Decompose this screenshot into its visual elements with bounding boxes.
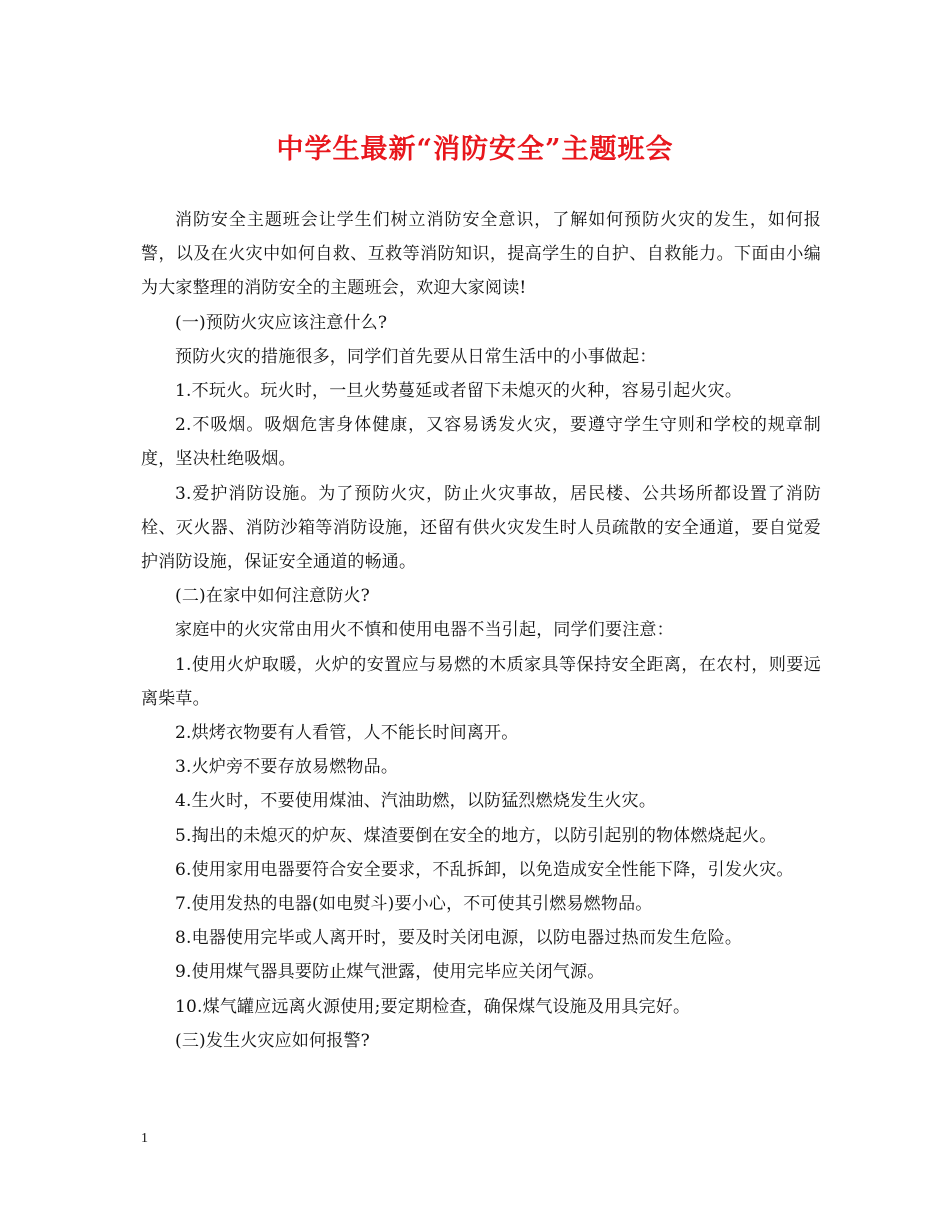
list-item: 4.生火时，不要使用煤油、汽油助燃，以防猛烈燃烧发生火灾。 (175, 791, 657, 812)
list-item: 6.使用家用电器要符合安全要求，不乱拆卸，以免造成安全性能下降，引发火灾。 (175, 859, 794, 880)
list-item: 1.使用火炉取暖，火炉的安置应与易燃的木质家具等保持安全距离，在农村，则要远离柴草。 (141, 654, 821, 709)
list-item: 7.使用发热的电器(如电熨斗)要小心，不可使其引燃易燃物品。 (175, 894, 653, 915)
document-body (141, 203, 821, 1058)
list-item: 5.掏出的未熄灭的炉灰、煤渣要倒在安全的地方，以防引起别的物体燃烧起火。 (175, 825, 777, 846)
section-heading-3: (三)发生火灾应如何报警? (175, 1030, 370, 1051)
list-item: 2.不吸烟。吸烟危害身体健康，又容易诱发火灾，要遵守学生守则和学校的规章制度，坚决杜绝吸烟。 (141, 415, 821, 470)
paragraph: 家庭中的火灾常由用火不慎和使用电器不当引起，同学们要注意： (175, 620, 674, 641)
list-item: 10.煤气罐应远离火源使用;要定期检查，确保煤气设施及用具完好。 (175, 996, 691, 1017)
page-title: 中学生最新“消防安全”主题班会 (276, 134, 674, 165)
list-item: 2.烘烤衣物要有人看管，人不能长时间离开。 (175, 723, 519, 744)
list-item: 3.爱护消防设施。为了预防火灾，防止火灾事故，居民楼、公共场所都设置了消防栓、灭火器、消防沙箱等消防设施，还留有供火灾发生时人员疏散的安全通道，要自觉爱护消防设施，保证安全通道的畅通。 (141, 483, 821, 573)
page-number: 1 (141, 1131, 148, 1146)
list-item: 3.火炉旁不要存放易燃物品。 (175, 757, 399, 778)
section-heading-2: (二)在家中如何注意防火? (175, 586, 370, 607)
section-heading-1: (一)预防火灾应该注意什么? (175, 312, 388, 333)
list-item: 9.使用煤气器具要防止煤气泄露，使用完毕应关闭气源。 (175, 962, 605, 983)
intro-paragraph: 消防安全主题班会让学生们树立消防安全意识，了解如何预防火灾的发生，如何报警，以及在火灾中如何自救、互救等消防知识，提高学生的自护、自救能力。下面由小编为大家整理的消防安全的主题班会，欢迎大家阅读! (141, 210, 821, 299)
paragraph: 预防火灾的措施很多，同学们首先要从日常生活中的小事做起： (175, 346, 657, 367)
list-item: 8.电器使用完毕或人离开时，要及时关闭电源，以防电器过热而发生危险。 (175, 928, 743, 949)
list-item: 1.不玩火。玩火时，一旦火势蔓延或者留下未熄灭的火种，容易引起火灾。 (175, 381, 743, 402)
